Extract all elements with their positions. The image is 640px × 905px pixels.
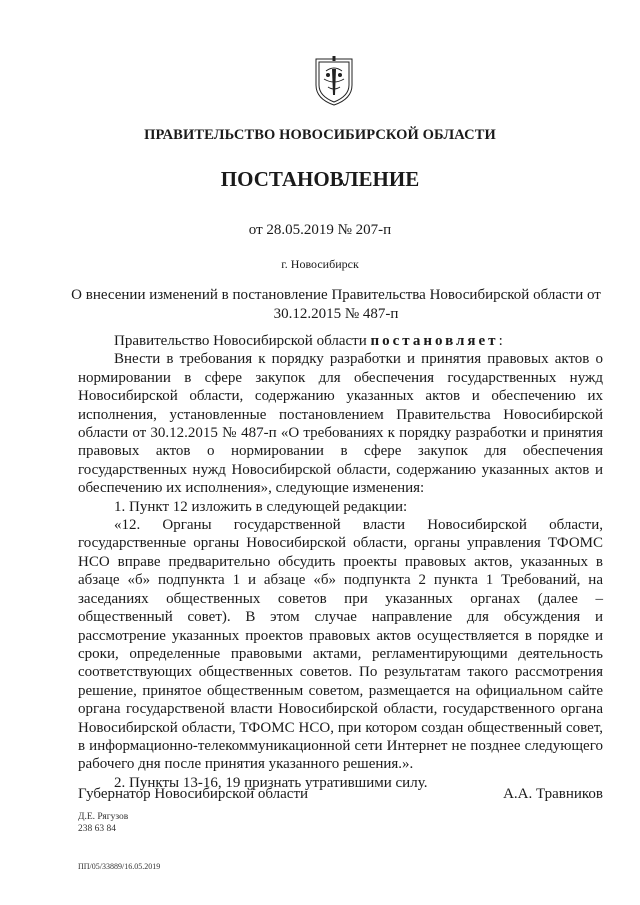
signature-block xyxy=(78,786,603,803)
document-date-number: от 28.05.2019 № 207-п xyxy=(248,222,392,238)
intro-suffix: : xyxy=(498,333,503,349)
paragraph-amendments: Внести в требования к порядку разработки и принятия правовых актов о нормировании в сфере закупок для обеспечения государственных нужд Новосибирской области, содержанию указанных актов и обеспечению их исполнения, установленные постановлением Правительства Новосибирской области от 30.12.2015 № 487-п «О требованиях к порядку разработки и принятия правовых актов о нормировании в сфере закупок для обеспечения государственных нужд Новосибирской области, содержанию указанных актов и обеспечению их исполнения», следующие изменения: xyxy=(78,351,603,497)
document-city: г. Новосибирск xyxy=(281,257,359,271)
paragraph-item-1: 1. Пункт 12 изложить в следующей редакции: xyxy=(114,498,408,515)
signatory-name: А.А. Травников xyxy=(503,786,603,802)
document-type: ПОСТАНОВЛЕНИЕ xyxy=(220,167,420,191)
signatory-position: Губернатор Новосибирской области xyxy=(78,786,309,802)
paragraph-new-item-12: «12. Органы государственной власти Новосибирской области, государственные органы Новосибирской области, органы управления ТФОМС НСО вправе предварительно обсудить проекты правовых актов, указанных в абзаце «б» подпункта 1 и абзаце «б» подпункта 2 пункта 1 Требований, на заседаниях общественных советов при указанных органах (далее – общественный совет). В этом случае направление для обсуждения и рассмотрение указанных проектов правовых актов осуществляется в порядке и сроки, определенные правовыми актами, регламентирующими деятельность соответствующих общественных советов. По результатам такого рассмотрения решение, принятое общественным советом, размещается на официальном сайте органа государственой власти Новосибирской области, государственного органа Новосибирской области, ТФОМС НСО, при котором создан общественный совет, в информационно-телекоммуникационной сети Интернет не позднее следующего рабочего дня после принятия указанного решения.». xyxy=(78,517,603,773)
paragraph-item-2: 2. Пункты 13-16, 19 признать утратившими силу. xyxy=(114,774,428,791)
document-subject: О внесении изменений в постановление Правительства Новосибирской области от 30.12.2015 № 487-п xyxy=(71,287,601,322)
intro-prefix: Правительство Новосибирской области xyxy=(114,333,371,349)
organization-title: ПРАВИТЕЛЬСТВО НОВОСИБИРСКОЙ ОБЛАСТИ xyxy=(144,127,496,143)
document-body xyxy=(78,332,603,792)
executor-name: Д.Е. Рягузов xyxy=(78,812,129,822)
document-footer-code: ПП/05/33889/16.05.2019 xyxy=(78,862,161,871)
novosibirsk-coat-of-arms-icon xyxy=(312,55,356,107)
intro-verb: постановляет xyxy=(370,333,499,349)
intro-paragraph xyxy=(78,332,603,350)
executor-phone: 238 63 84 xyxy=(78,824,116,834)
executor-block xyxy=(78,811,128,835)
